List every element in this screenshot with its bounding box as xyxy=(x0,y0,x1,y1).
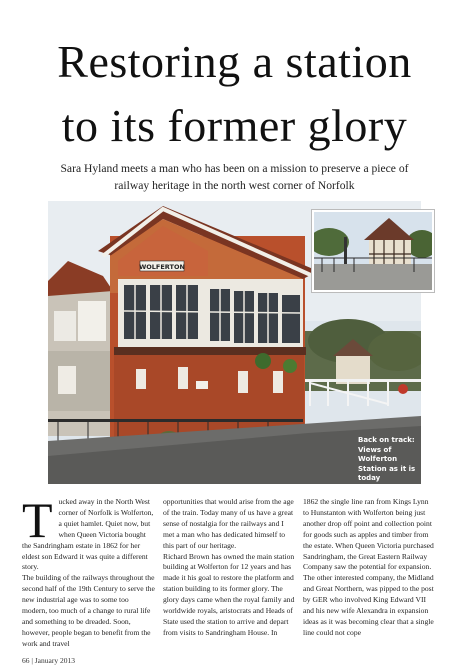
paragraph-2: The building of the railways throughout the second half of the 19th Century to serve the new industrial age was to some too modern, too much of a change to rural life and something to be dreaded. Soon, however, people began to benefit from the work and travel xyxy=(22,573,155,648)
photo-caption xyxy=(358,436,422,484)
caption-lead: Back on track: xyxy=(358,436,415,444)
paragraph-1 xyxy=(22,492,155,573)
inset-photo xyxy=(312,210,434,292)
article-title-line-1: Restoring a station xyxy=(57,36,412,87)
paragraph-5: 1862 the single line ran from Kings Lynn to Hunstanton with Wolferton being just another drop off point and collection point for goods such as apples and timber from the estate. When Queen Victoria purchased Sandringham, the Great Eastern Railway Company saw the potential for expansion. The other interested company, the Midland and Great Northern, was pipped to the post by GER who involved King Edward VII and his new wife Alexandra in expansion ideas as it was becoming clear that a single line could not cope xyxy=(303,497,434,637)
drop-cap: T xyxy=(22,492,53,548)
article-title-line-2: to its former glory xyxy=(61,100,408,151)
station-sign-text: WOLFERTON xyxy=(139,263,185,271)
column-1 xyxy=(22,492,155,650)
issue-date: January 2013 xyxy=(34,656,75,665)
paragraph-4: Richard Brown has owned the main station building at Wolferton for 12 years and has made it his goal to restore the platform and station building to its former glory. The glory days came when the royal family and worldwide royals, aristocrats and Heads of State used the station to arrive and depart from visits to Sandringham House. In xyxy=(163,551,295,637)
standfirst: Sara Hyland meets a man who has been on a mission to preserve a piece of railway heritage in the north west corner of Norfolk xyxy=(60,162,409,192)
caption-text: Views of Wolferton Station as it is today xyxy=(358,445,416,482)
column-3 xyxy=(303,497,436,639)
paragraph-3: opportunities that would arise from the age of the train. Today many of us have a great sense of nostalgia for the railways and I met a man who has dedicated himself to this part of our heritage. xyxy=(163,497,294,550)
page-number: 66 xyxy=(22,656,30,665)
column-2 xyxy=(163,497,296,639)
paragraph-1-text: ucked away in the North West corner of Norfolk is Wolferton, a quiet hamlet. Quiet now, but when Queen Victoria bought the Sandringham estate in 1862 for her eldest son Edward it was quite a different story. xyxy=(22,497,154,572)
footer-separator: | xyxy=(31,656,33,665)
page-footer xyxy=(22,656,75,665)
